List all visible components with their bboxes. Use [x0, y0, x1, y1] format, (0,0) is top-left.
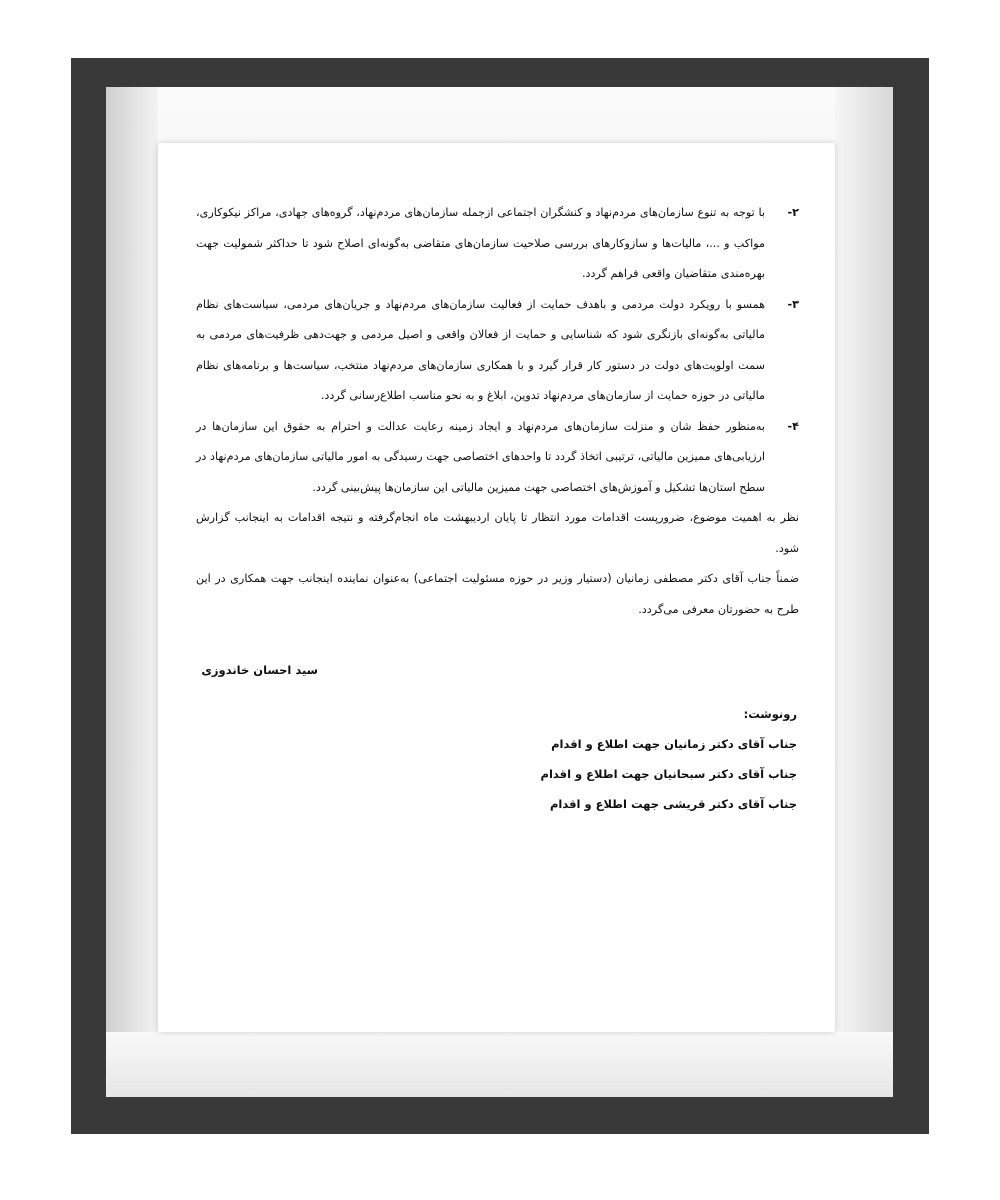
list-item [196, 290, 799, 412]
letter-paper [158, 143, 835, 1032]
mat-bevel-left [106, 87, 158, 1097]
item-text: با توجه به تنوع سازمان‌های مردم‌نهاد و کنشگران اجتماعی ازجمله سازمان‌های مردم‌نهاد، گروه‌های جهادی، مراکز نیکوکاری، مواکب و ...، مالیات‌ها و سازوکارهای بررسی صلاحیت سازمان‌های متقاضی به‌گونه‌ای اصلاح شود تا حداکثر شمولیت جهت بهره‌مندی متقاضیان واقعی فراهم گردد. [196, 206, 765, 280]
item-number: ۳- [787, 297, 799, 311]
list-item [196, 412, 799, 504]
cc-heading: رونوشت: [743, 707, 797, 721]
item-number: ۲- [787, 206, 799, 219]
mat-bevel-bottom [106, 1032, 893, 1097]
item-text: به‌منظور حفظ شان و منزلت سازمان‌های مردم‌نهاد و ایجاد زمینه رعایت عدالت و احترام به حقوق این سازمان‌ها در ارزیابی‌های ممیزین مالیاتی، ترتیبی اتخاذ گردد تا واحدهای اختصاصی جهت رسیدگی به امور مالیاتی سازمان‌های مردم‌نهاد در سطح استان‌ها تشکیل و آموزش‌های اختصاصی جهت ممیزین مالیاتی این سازمان‌ها پیش‌بینی گردد. [196, 419, 765, 494]
cc-recipient: جناب آقای دکتر قریشی جهت اطلاع و اقدام [549, 797, 797, 811]
signature-name: سید احسان خاندوزی [201, 663, 318, 677]
letter-body [196, 198, 799, 625]
item-number: ۴- [787, 419, 799, 433]
closing-paragraph: نظر به اهمیت موضوع، ضرورپست اقدامات مورد انتظار تا پایان اردیبهشت ماه انجام‌گرفته و نتیجه اقدامات به اینجانب گزارش شود. [196, 511, 799, 555]
mat-bevel-right [835, 87, 893, 1097]
cc-block [541, 699, 797, 819]
item-text: همسو با رویکرد دولت مردمی و باهدف حمایت از فعالیت سازمان‌های مردم‌نهاد و جریان‌های مردمی، سیاست‌های نظام مالیاتی به‌گونه‌ای بازنگری شود که شناسایی و حمایت از فعالان واقعی و اصیل مردمی و جهت‌دهی ظرفیت‌های مردمی به سمت اولویت‌های دولت در دستور کار قرار گیرد و با همکاری سازمان‌های مردم‌نهاد منتخب، سیاست‌ها و برنامه‌های نظام مالیاتی در حوزه حمایت از سازمان‌های مردم‌نهاد تدوین، ابلاغ و به نحو مناسب اطلاع‌رسانی گردد. [196, 297, 765, 402]
list-item [196, 198, 799, 290]
cc-recipient: جناب آقای دکتر زمانیان جهت اطلاع و اقدام [551, 737, 797, 751]
cc-recipient: جناب آقای دکتر سبحانیان جهت اطلاع و اقدام [540, 767, 797, 781]
closing-paragraph: ضمناً جناب آقای دکتر مصطفی زمانیان (دستیار وزیر در حوزه مسئولیت اجتماعی) به‌عنوان نماینده اینجانب جهت همکاری در این طرح به حضورتان معرفی می‌گردد. [196, 572, 799, 616]
